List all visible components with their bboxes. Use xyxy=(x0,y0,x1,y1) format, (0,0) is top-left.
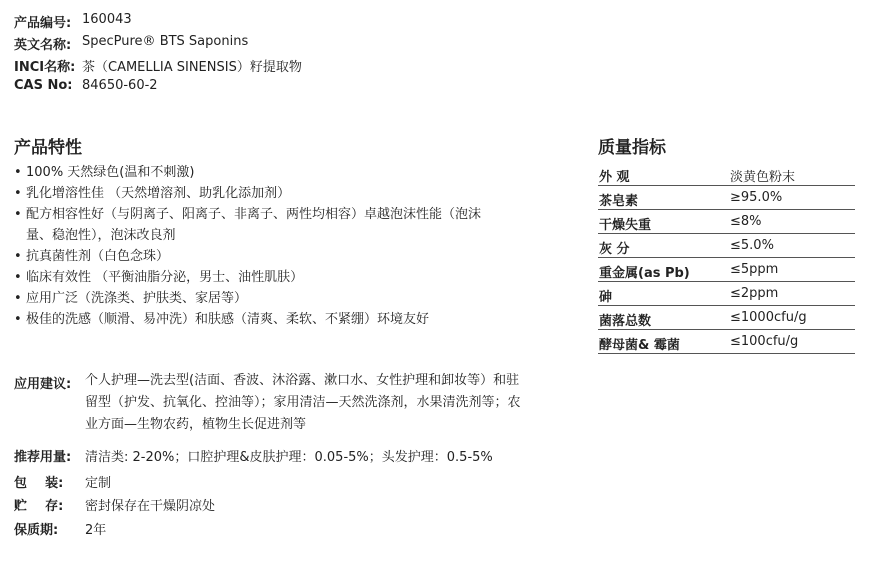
quality-value: ≥95.0% xyxy=(730,190,783,205)
quality-key: 砷 xyxy=(599,290,613,305)
feature-item: • 配方相容性好（与阴离子、阳离子、非离子、两性均相容）卓越泡沫性能（泡沫量、稳泡性），泡沫改良剂 xyxy=(14,204,506,246)
quality-value: 淡黄色粉末 xyxy=(730,170,796,185)
quality-key: 重金属(as Pb) xyxy=(599,266,690,281)
quality-key: 外 观 xyxy=(599,170,630,185)
feature-item: • 临床有效性 （平衡油脂分泌，男士、油性肌肤） xyxy=(14,267,574,288)
storage-value: 密封保存在干燥阴凉处 xyxy=(85,499,216,514)
quality-row xyxy=(598,186,855,210)
packaging-value: 定制 xyxy=(85,476,112,491)
quality-row xyxy=(598,282,855,306)
quality-row xyxy=(598,330,855,354)
english-name-value: SpecPure® BTS Saponins xyxy=(82,34,249,49)
features-list xyxy=(14,162,574,330)
shelf-life-value: 2年 xyxy=(85,523,107,538)
product-id-label: 产品编号: xyxy=(14,16,72,31)
quality-value: ≤5.0% xyxy=(730,238,774,253)
quality-row xyxy=(598,306,855,330)
dosage-label: 推荐用量: xyxy=(14,450,72,465)
feature-item: • 极佳的洗感（顺滑、易冲洗）和肤感（清爽、柔软、不紧绷）环境友好 xyxy=(14,309,574,330)
quality-value: ≤100cfu/g xyxy=(730,334,799,349)
application-value: 个人护理—洗去型(洁面、香波、沐浴露、漱口水、女性护理和卸妆等）和驻留型（护发、抗氧化、控油等）；家用清洁—天然洗涤剂，水果清洗剂等；农业方面—生物农药，植物生长促进剂等 xyxy=(85,373,521,432)
feature-item: • 乳化增溶性佳 （天然增溶剂、助乳化添加剂） xyxy=(14,183,574,204)
quality-row xyxy=(598,234,855,258)
feature-item: • 100% 天然绿色(温和不刺激) xyxy=(14,162,574,183)
quality-key: 菌落总数 xyxy=(599,314,652,329)
feature-item: • 应用广泛（洗涤类、护肤类、家居等） xyxy=(14,288,574,309)
quality-row xyxy=(598,258,855,282)
quality-row xyxy=(598,162,855,186)
application-label: 应用建议: xyxy=(14,377,72,392)
quality-value: ≤1000cfu/g xyxy=(730,310,807,325)
quality-row xyxy=(598,210,855,234)
quality-title: 质量指标 xyxy=(598,138,666,158)
packaging-label: 包 装: xyxy=(14,476,64,491)
quality-key: 干燥失重 xyxy=(599,218,652,233)
quality-key: 茶皂素 xyxy=(599,194,639,209)
quality-value: ≤5ppm xyxy=(730,262,779,277)
quality-key: 灰 分 xyxy=(599,242,630,257)
product-id-value: 160043 xyxy=(82,12,132,27)
feature-item: • 抗真菌性剂（白色念珠） xyxy=(14,246,574,267)
quality-table xyxy=(598,162,855,354)
inci-name-label: INCI名称: xyxy=(14,60,76,75)
features-title: 产品特性 xyxy=(14,138,82,158)
inci-name-value: 茶（CAMELLIA SINENSIS）籽提取物 xyxy=(82,60,302,75)
cas-no-value: 84650-60-2 xyxy=(82,78,158,93)
quality-key: 酵母菌& 霉菌 xyxy=(599,338,680,353)
cas-no-label: CAS No: xyxy=(14,78,73,93)
english-name-label: 英文名称: xyxy=(14,38,72,53)
product-header xyxy=(14,12,574,102)
storage-label: 贮 存: xyxy=(14,499,64,514)
dosage-value: 清洁类: 2-20%；口腔护理&皮肤护理：0.05-5%；头发护理：0.5-5% xyxy=(85,450,493,465)
shelf-life-label: 保质期: xyxy=(14,523,59,538)
quality-value: ≤2ppm xyxy=(730,286,779,301)
quality-value: ≤8% xyxy=(730,214,762,229)
